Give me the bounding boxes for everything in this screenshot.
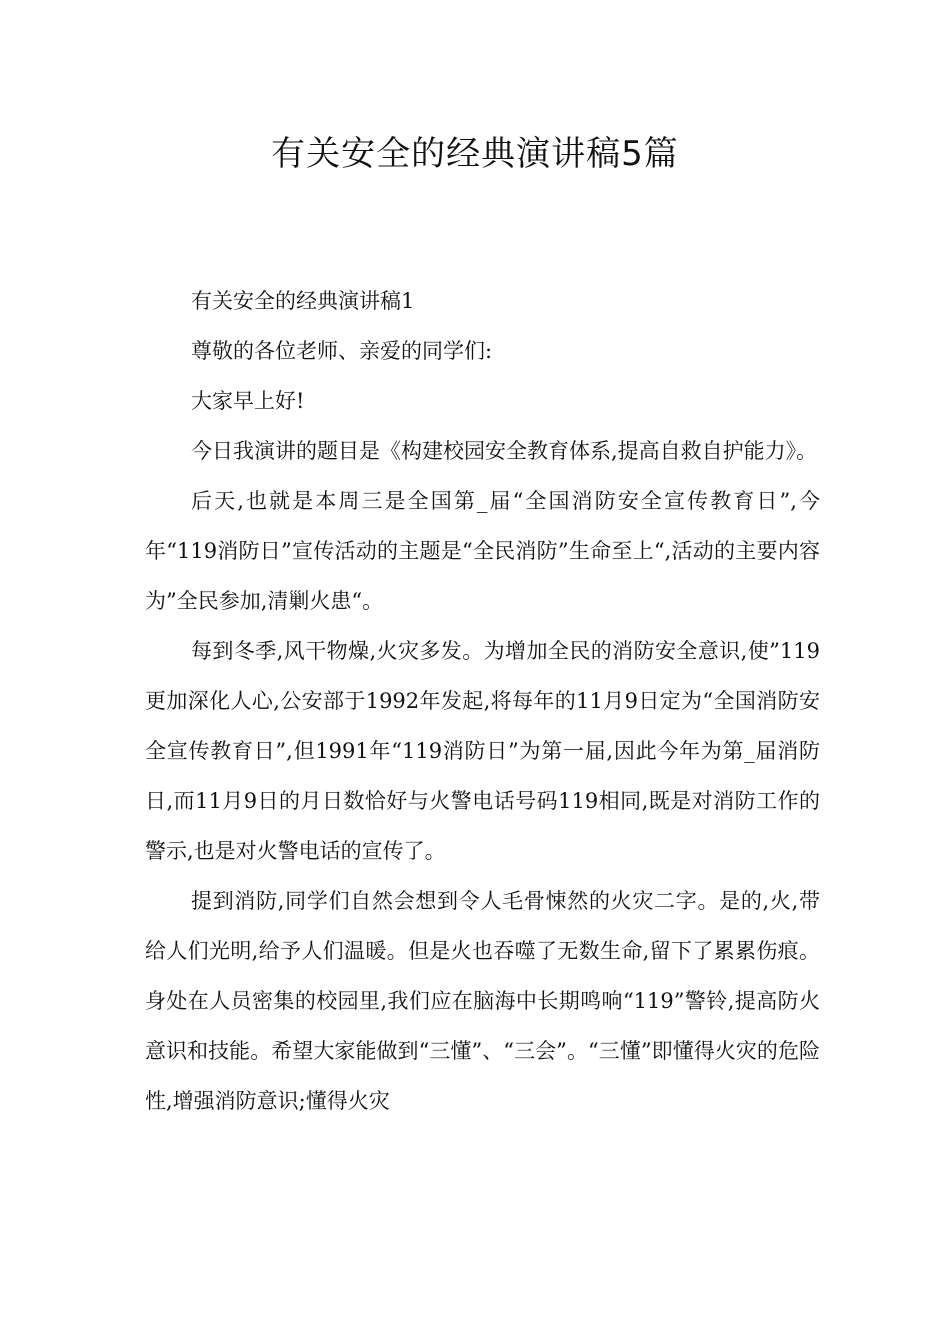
paragraph-greeting: 大家早上好! — [191, 389, 305, 413]
document-body — [145, 276, 820, 1126]
document-title: 有关安全的经典演讲稿5篇 — [271, 134, 679, 174]
paragraph-topic: 今日我演讲的题目是《构建校园安全教育体系,提高自救自护能力》。 — [191, 439, 818, 463]
paragraph-fire-day: 后天,也就是本周三是全国第_届“全国消防安全宣传教育日”,今年“119消防日”宣传活动的主题是“全民消防”生命至上“,活动的主要内容为”全民参加,清剿火患“。 — [145, 489, 820, 613]
paragraph-fire-prevention: 提到消防,同学们自然会想到令人毛骨悚然的火灾二字。是的,火,带给人们光明,给予人们温暖。但是火也吞噬了无数生命,留下了累累伤痕。身处在人员密集的校园里,我们应在脑海中长期鸣响“119”警铃,提高防火意识和技能。希望大家能做到“三懂”、“三会”。“三懂”即懂得火灾的危险性,增强消防意识;懂得火灾 — [145, 889, 820, 1113]
paragraph-salutation: 尊敬的各位老师、亲爱的同学们: — [191, 339, 493, 363]
paragraph-winter: 每到冬季,风干物燥,火灾多发。为增加全民的消防安全意识,使”119更加深化人心,公安部于1992年发起,将每年的11月9日定为“全国消防安全宣传教育日”,但1991年“119消防日”为第一届,因此今年为第_届消防日,而11月9日的月日数恰好与火警电话号码119相同,既是对消防工作的警示,也是对火警电话的宣传了。 — [145, 639, 820, 863]
paragraph-speech-heading: 有关安全的经典演讲稿1 — [191, 289, 415, 313]
